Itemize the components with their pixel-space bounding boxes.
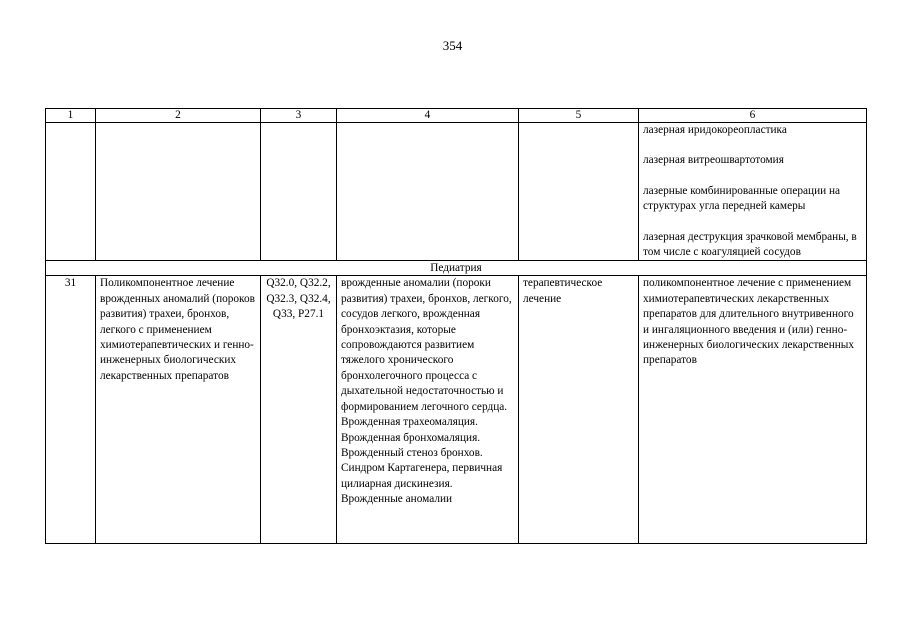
continued-row [46, 123, 867, 261]
icd-codes: Q32.0, Q32.2, Q32.3, Q32.4, Q33, P27.1 [261, 276, 337, 544]
column-number: 6 [639, 109, 867, 123]
table-cell [519, 123, 639, 261]
table-cell [96, 123, 261, 261]
method-item: лазерная иридокореопластика [643, 124, 787, 136]
method-item: лазерная витреошвартотомия [643, 154, 784, 167]
patient-model: врожденные аномалии (пороки развития) трахеи, бронхов, легкого, сосудов легкого, врожденная бронхоэктазия, которые сопровождаются развитием тяжелого хронического бронхолегочного процесса с дыхательной недостаточностью и формированием легочного сердца. Врожденная трахеомаляция. Врожденная бронхомаляция. Врожденный стеноз бронхов. Синдром Картагенера, первичная цилиарная дискинезия. Врожденные аномалии [337, 276, 519, 544]
method-item: лазерная деструкция зрачковой мембраны, в том числе с коагуляцией сосудов [643, 230, 857, 259]
section-title: Педиатрия [46, 261, 867, 276]
table-row [46, 276, 867, 544]
method-item: лазерные комбинированные операции на структурах угла передней камеры [643, 184, 841, 213]
treatment-method: поликомпонентное лечение с применением химиотерапевтических лекарственных препаратов для длительного внутривенного и ингаляционного введения и (или) генно-инженерных биологических лекарственных препаратов [639, 276, 867, 544]
column-number-row [46, 109, 867, 123]
care-type-name: Поликомпонентное лечение врожденных аномалий (пороков развития) трахеи, бронхов, легкого с применением химиотерапевтических и генно-инженерных биологических лекарственных препаратов [96, 276, 261, 544]
section-row [46, 261, 867, 276]
table-cell [261, 123, 337, 261]
medical-care-table [45, 108, 867, 544]
row-number: 31 [46, 276, 96, 544]
column-number: 1 [46, 109, 96, 123]
column-number: 2 [96, 109, 261, 123]
treatment-type: терапевтическое лечение [519, 276, 639, 544]
table-cell [46, 123, 96, 261]
method-cell [639, 123, 867, 261]
column-number: 3 [261, 109, 337, 123]
page-number: 354 [442, 38, 463, 53]
column-number: 5 [519, 109, 639, 123]
column-number: 4 [337, 109, 519, 123]
table-cell [337, 123, 519, 261]
